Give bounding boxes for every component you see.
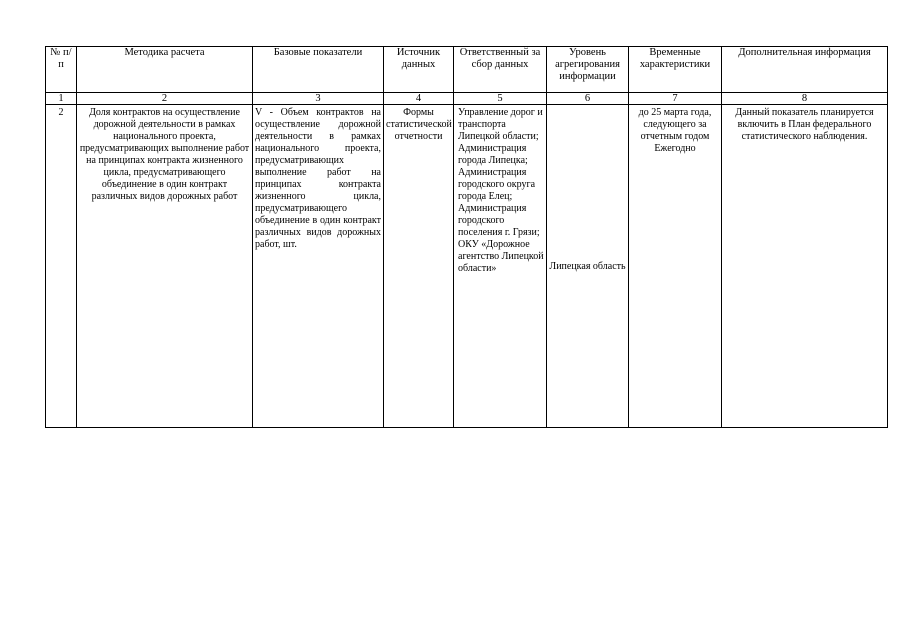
aggregation-cell: Липецкая область	[547, 105, 629, 428]
additional-info-cell: Данный показатель планируется включить в План федерального статистического наблюдения.	[722, 105, 888, 428]
header-additional: Дополнительная информация	[722, 47, 888, 93]
source-cell: Формы статистической отчетности	[384, 105, 454, 428]
header-source: Источник данных	[384, 47, 454, 93]
column-number: 6	[547, 93, 629, 105]
header-aggregation: Уровень агрегирования информации	[547, 47, 629, 93]
responsible-cell	[454, 105, 547, 428]
column-number: 3	[253, 93, 384, 105]
base-indicators-cell: V - Объем контрактов на осуществление дорожной деятельности в рамках национального проекта, предусматривающих выполнение работ на принципах контракта жизненного цикла, предусматривающего объединение в один контракт различных видов дорожных работ, шт.	[253, 105, 384, 428]
responsible-item: Управление дорог и транспорта Липецкой области;	[458, 107, 543, 142]
column-number-row	[46, 93, 888, 105]
method-cell: Доля контрактов на осуществление дорожной деятельности в рамках национального проекта, предусматривающих выполнение работ на принципах контракта жизненного цикла, предусматривающего объединение в один контракт различных видов дорожных работ	[77, 105, 253, 428]
column-number: 4	[384, 93, 454, 105]
row-number: 2	[46, 105, 77, 428]
header-base-indicators: Базовые показатели	[253, 47, 384, 93]
responsible-item: Администрация города Липецка;	[458, 143, 528, 166]
table-row	[46, 105, 888, 428]
column-number: 1	[46, 93, 77, 105]
header-row	[46, 47, 888, 93]
header-responsible: Ответственный за сбор данных	[454, 47, 547, 93]
header-method: Методика расчета	[77, 47, 253, 93]
column-number: 7	[629, 93, 722, 105]
indicator-table	[45, 46, 888, 428]
responsible-item: ОКУ «Дорожное агентство Липецкой области»	[458, 239, 544, 274]
header-timing: Временные характеристики	[629, 47, 722, 93]
column-number: 8	[722, 93, 888, 105]
responsible-item: Администрация городского округа города Елец;	[458, 167, 536, 202]
header-num: № п/п	[46, 47, 77, 93]
timing-cell: до 25 марта года, следующего за отчетным годом Ежегодно	[629, 105, 722, 428]
column-number: 2	[77, 93, 253, 105]
column-number: 5	[454, 93, 547, 105]
responsible-item: Администрация городского поселения г. Грязи;	[458, 203, 540, 238]
